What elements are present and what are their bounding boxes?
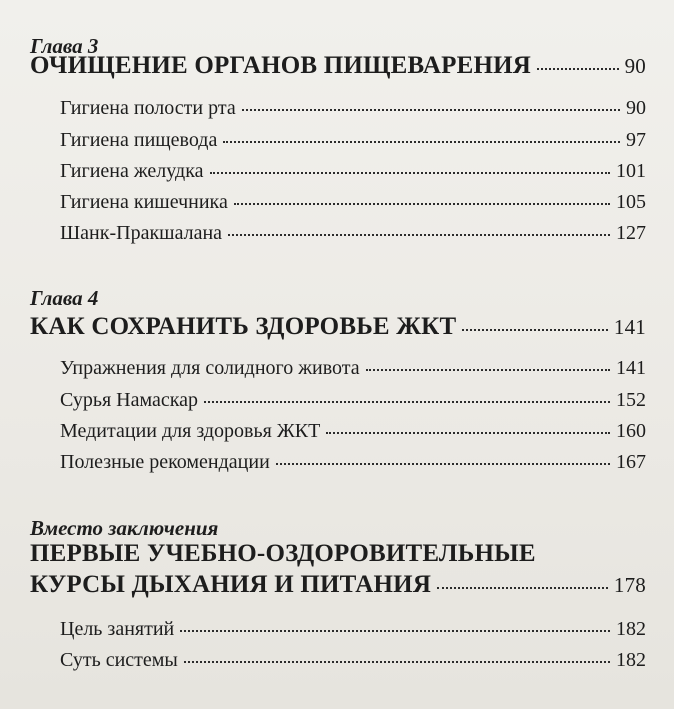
chapter-title: ОЧИЩЕНИЕ ОРГАНОВ ПИЩЕВАРЕНИЯ [30,52,531,79]
dot-leader [223,141,620,143]
chapter-title-row [30,52,646,80]
dot-leader [184,661,610,663]
chapter-title: КАК СОХРАНИТЬ ЗДОРОВЬЕ ЖКТ [30,313,457,340]
entry-title: Упражнения для солидного живота [60,357,360,379]
page-number: 127 [616,222,646,244]
dot-leader [234,203,610,205]
entry-title: Гигиена желудка [60,160,204,182]
page-number: 105 [616,191,646,213]
chapter-title: ПЕРВЫЕ УЧЕБНО-ОЗДОРОВИТЕЛЬНЫЕ [30,540,536,567]
page-number: 167 [616,451,646,473]
toc-entry [60,222,646,245]
entry-title: Шанк-Пракшалана [60,222,223,244]
entry-title: Цель занятий [60,618,175,640]
dot-leader [204,401,610,403]
entry-title: Гигиена кишечника [60,191,228,213]
chapter-title: КУРСЫ ДЫХАНИЯ И ПИТАНИЯ [30,571,432,598]
toc-entry [60,649,646,672]
entry-title: Сурья Намаскар [60,389,199,411]
dot-leader [366,369,610,371]
toc-entry [60,97,646,120]
dot-leader [180,630,610,632]
toc-entry [60,160,646,183]
entry-title: Гигиена пищевода [60,129,218,151]
toc-entry [60,618,646,641]
page-number: 152 [616,389,646,411]
page-number: 101 [616,160,646,182]
chapter-label: Вместо заключения [30,516,219,540]
page-number: 90 [624,54,646,78]
dot-leader [437,587,608,589]
page-number: 141 [616,357,646,379]
toc-entry [60,451,646,474]
chapter-title-line [30,540,536,568]
entry-title: Полезные рекомендации [60,451,270,473]
entry-title: Медитации для здоровья ЖКТ [60,420,321,442]
page-number: 178 [613,573,646,597]
page-number: 160 [616,420,646,442]
dot-leader [462,329,608,331]
chapter-title-row [30,571,646,599]
page-number: 182 [616,649,646,671]
dot-leader [276,463,610,465]
dot-leader [537,68,619,70]
page-number: 97 [626,129,646,151]
entry-title: Суть системы [60,649,178,671]
chapter-label: Глава 3 [30,34,99,58]
chapter-label: Глава 4 [30,286,99,310]
dot-leader [228,234,610,236]
page-number: 141 [613,315,646,339]
page-number: 182 [616,618,646,640]
toc-entry [60,420,646,443]
chapter-title-row [30,313,646,341]
toc-entry [60,389,646,412]
dot-leader [326,432,610,434]
dot-leader [210,172,611,174]
entry-title: Гигиена полости рта [60,97,236,119]
page-number: 90 [626,97,646,119]
toc-entry [60,357,646,380]
toc-entry [60,129,646,152]
dot-leader [242,109,620,111]
toc-entry [60,191,646,214]
